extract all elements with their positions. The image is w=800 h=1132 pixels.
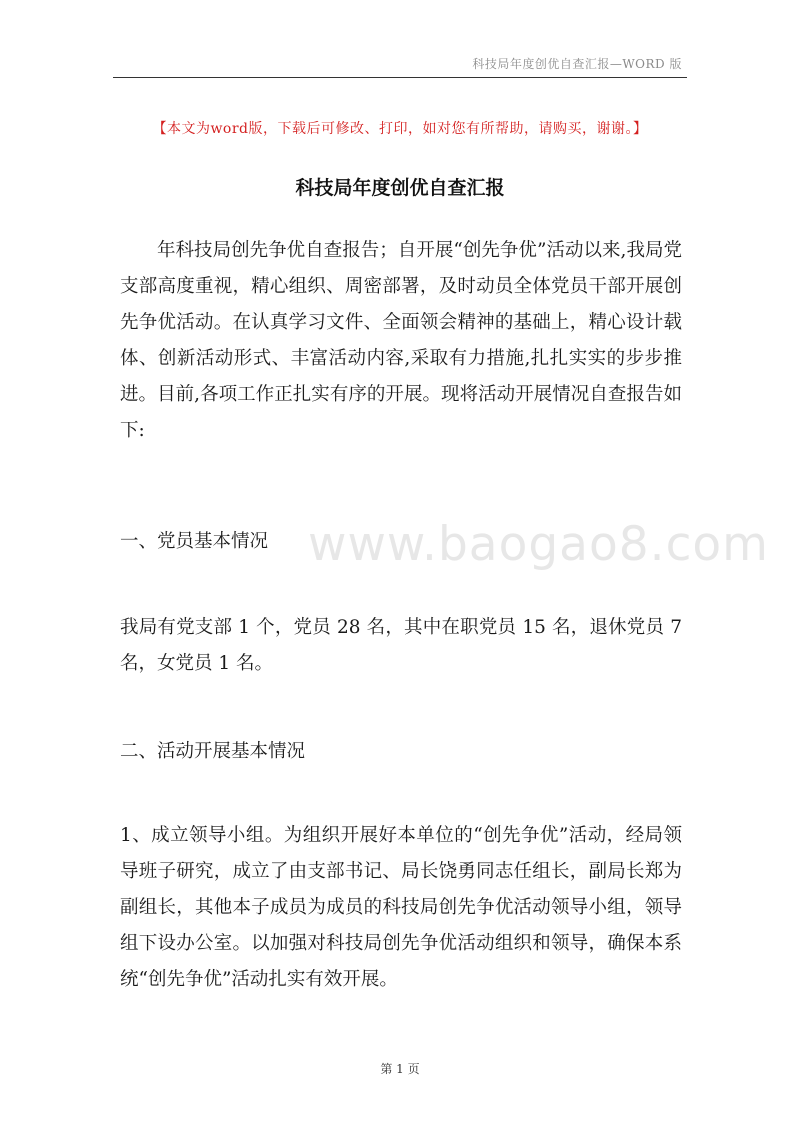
purchase-notice: 【本文为word版，下载后可修改、打印，如对您有所帮助，请购买，谢谢。】 <box>152 121 648 137</box>
watermark: www.baogao8.com <box>308 517 769 572</box>
running-header: 科技局年度创优自查汇报—WORD 版 <box>472 57 682 71</box>
header-divider <box>113 77 687 78</box>
section-heading-party-members: 一、党员基本情况 <box>120 531 269 552</box>
activity-item-1-paragraph: 1、成立领导小组。为组织开展好本单位的“创先争优”活动，经局领导班子研究，成立了由支部书记、局长饶勇同志任组长，副局长郑为副组长，其他本子成员为成员的科技局创先争优活动领导小组，领导组下设办公室。以加强对科技局创先争优活动组织和领导，确保本系统“创先争优”活动扎实有效开展。 <box>120 825 682 990</box>
intro-paragraph: 年科技局创先争优自查报告；自开展“创先争优”活动以来,我局党支部高度重视，精心组织、周密部署，及时动员全体党员干部开展创先争优活动。在认真学习文件、全面领会精神的基础上，精心设计载体、创新活动形式、丰富活动内容,采取有力措施,扎扎实实的步步推进。目前,各项工作正扎实有序的开展。现将活动开展情况自查报告如下: <box>120 240 682 441</box>
document-title: 科技局年度创优自查汇报 <box>295 177 505 199</box>
section-heading-activities: 二、活动开展基本情况 <box>120 741 306 762</box>
party-members-paragraph: 我局有党支部 1 个，党员 28 名，其中在职党员 15 名，退休党员 7 名，女党员 1 名。 <box>120 617 682 674</box>
page-number: 第 1 页 <box>380 1062 420 1076</box>
